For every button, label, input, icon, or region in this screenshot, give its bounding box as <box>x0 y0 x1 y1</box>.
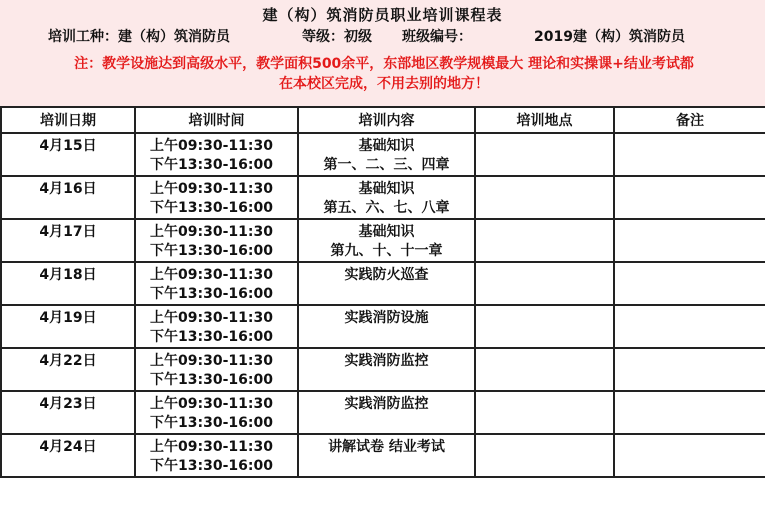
table-row <box>1 305 765 348</box>
training-level: 等级：初级 <box>302 29 372 45</box>
schedule-table <box>0 106 765 478</box>
content-title: 讲解试卷 结业考试 <box>328 439 445 455</box>
content-title: 实践消防监控 <box>344 396 429 412</box>
content-detail: 第一、二、三、四章 <box>323 157 450 173</box>
column-header-location: 培训地点 <box>475 107 614 133</box>
date-text: 4月24日 <box>39 439 97 455</box>
cell-date <box>1 133 135 176</box>
class-number-label: 班级编号： <box>402 29 472 45</box>
content-title: 实践防火巡查 <box>344 267 429 283</box>
afternoon-time: 下午13:30-16:00 <box>150 415 273 431</box>
cell-location <box>475 348 614 391</box>
table-row <box>1 219 765 262</box>
morning-time: 上午09:30-11:30 <box>150 138 273 154</box>
cell-date <box>1 305 135 348</box>
content-detail: 第九、十、十一章 <box>330 243 443 259</box>
morning-time: 上午09:30-11:30 <box>150 439 273 455</box>
cell-content <box>298 434 475 477</box>
content-title: 基础知识 <box>358 224 415 240</box>
table-row <box>1 176 765 219</box>
table-header-row <box>1 107 765 133</box>
afternoon-time: 下午13:30-16:00 <box>150 329 273 345</box>
cell-time <box>135 219 298 262</box>
content-title: 实践消防设施 <box>344 310 429 326</box>
morning-time: 上午09:30-11:30 <box>150 396 273 412</box>
afternoon-time: 下午13:30-16:00 <box>150 372 273 388</box>
afternoon-time: 下午13:30-16:00 <box>150 157 273 173</box>
table-row <box>1 434 765 477</box>
date-text: 4月18日 <box>39 267 97 283</box>
afternoon-time: 下午13:30-16:00 <box>150 286 273 302</box>
document-header <box>0 0 765 106</box>
training-type: 培训工种：建（构）筑消防员 <box>48 29 230 45</box>
cell-location <box>475 176 614 219</box>
cell-time <box>135 348 298 391</box>
cell-date <box>1 176 135 219</box>
cell-note <box>614 176 765 219</box>
cell-note <box>614 219 765 262</box>
cell-date <box>1 219 135 262</box>
morning-time: 上午09:30-11:30 <box>150 224 273 240</box>
cell-date <box>1 391 135 434</box>
cell-location <box>475 391 614 434</box>
date-text: 4月15日 <box>39 138 97 154</box>
column-header-date: 培训日期 <box>1 107 135 133</box>
cell-time <box>135 262 298 305</box>
cell-time <box>135 434 298 477</box>
date-text: 4月22日 <box>39 353 97 369</box>
notice-line-2: 在本校区完成，不用去别的地方！ <box>279 76 489 92</box>
cell-time <box>135 133 298 176</box>
table-row <box>1 262 765 305</box>
class-number-value: 2019建（构）筑消防员 <box>534 29 685 45</box>
column-header-time: 培训时间 <box>135 107 298 133</box>
cell-note <box>614 305 765 348</box>
table-row <box>1 133 765 176</box>
morning-time: 上午09:30-11:30 <box>150 181 273 197</box>
cell-content <box>298 176 475 219</box>
cell-date <box>1 262 135 305</box>
cell-note <box>614 262 765 305</box>
cell-note <box>614 434 765 477</box>
content-title: 实践消防监控 <box>344 353 429 369</box>
cell-content <box>298 348 475 391</box>
notice-line-1: 注：教学设施达到高级水平，教学面积500余平，东部地区教学规模最大 理论和实操课+结业考试都 <box>74 56 694 72</box>
cell-content <box>298 133 475 176</box>
content-title: 基础知识 <box>358 181 415 197</box>
content-title: 基础知识 <box>358 138 415 154</box>
cell-time <box>135 176 298 219</box>
cell-location <box>475 219 614 262</box>
date-text: 4月16日 <box>39 181 97 197</box>
column-header-content: 培训内容 <box>298 107 475 133</box>
afternoon-time: 下午13:30-16:00 <box>150 243 273 259</box>
morning-time: 上午09:30-11:30 <box>150 353 273 369</box>
cell-note <box>614 133 765 176</box>
cell-time <box>135 305 298 348</box>
cell-location <box>475 262 614 305</box>
date-text: 4月23日 <box>39 396 97 412</box>
content-detail: 第五、六、七、八章 <box>323 200 450 216</box>
cell-content <box>298 391 475 434</box>
afternoon-time: 下午13:30-16:00 <box>150 200 273 216</box>
cell-note <box>614 348 765 391</box>
cell-location <box>475 434 614 477</box>
date-text: 4月19日 <box>39 310 97 326</box>
cell-location <box>475 133 614 176</box>
date-text: 4月17日 <box>39 224 97 240</box>
cell-content <box>298 305 475 348</box>
notice-text <box>6 54 762 94</box>
morning-time: 上午09:30-11:30 <box>150 310 273 326</box>
cell-content <box>298 219 475 262</box>
cell-time <box>135 391 298 434</box>
afternoon-time: 下午13:30-16:00 <box>150 458 273 474</box>
cell-content <box>298 262 475 305</box>
column-header-note: 备注 <box>614 107 765 133</box>
table-row <box>1 391 765 434</box>
cell-note <box>614 391 765 434</box>
cell-location <box>475 305 614 348</box>
morning-time: 上午09:30-11:30 <box>150 267 273 283</box>
table-row <box>1 348 765 391</box>
document-title: 建（构）筑消防员职业培训课程表 <box>262 6 503 24</box>
cell-date <box>1 348 135 391</box>
cell-date <box>1 434 135 477</box>
